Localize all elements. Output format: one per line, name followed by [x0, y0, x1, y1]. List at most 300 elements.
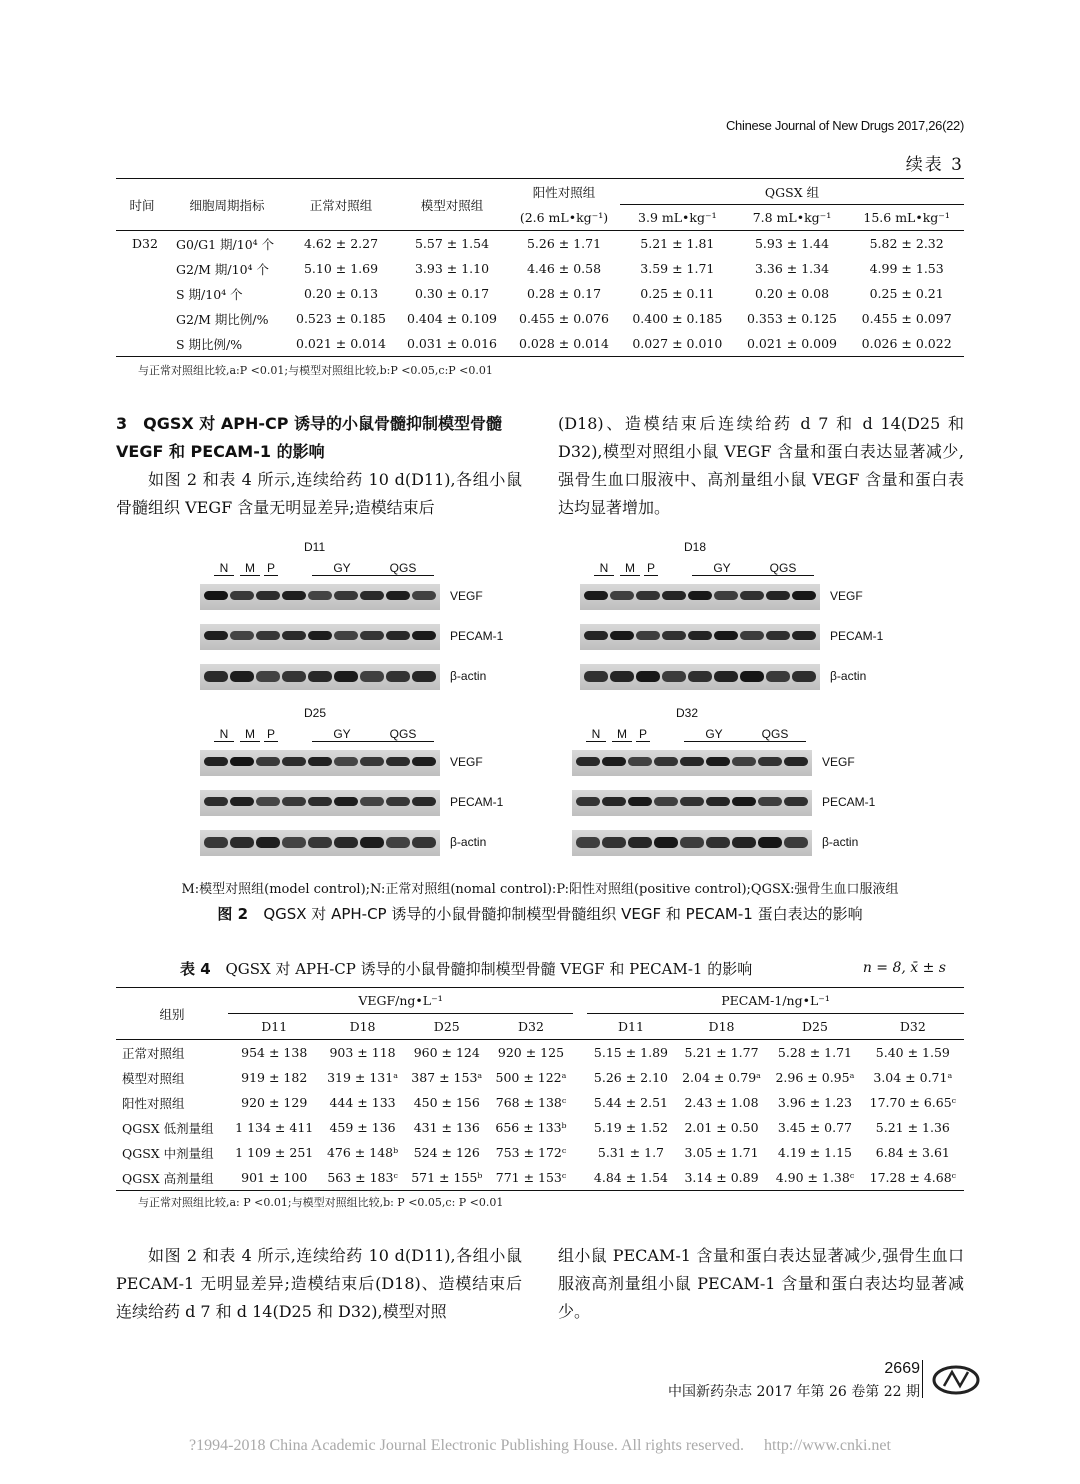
- cell-pecam: 5.19 ± 1.52: [593, 1120, 668, 1135]
- table-row: [116, 1140, 964, 1165]
- cell-vegf: 753 ± 172ᶜ: [495, 1145, 567, 1160]
- col-dose1: 3.9 mL•kg⁻¹: [638, 210, 717, 225]
- blot-band: [688, 591, 712, 600]
- blot-band: [204, 837, 228, 848]
- blot-band: [628, 797, 652, 806]
- blot-band: [654, 837, 678, 848]
- cell-vegf: 901 ± 100: [241, 1170, 308, 1185]
- blot-band: [360, 671, 384, 682]
- blot-band: [784, 797, 808, 806]
- table-3-note: 与正常对照组比较,a:P <0.01;与模型对照组比较,b:P <0.05,c:P <0.01: [138, 364, 493, 377]
- blot-band: [386, 757, 410, 766]
- figure-title: [0, 903, 1080, 924]
- figure-label: 图 2: [217, 905, 249, 923]
- blot-band: [282, 757, 306, 766]
- cell-value: 0.026 ± 0.022: [861, 336, 952, 351]
- col-time: 时间: [129, 197, 155, 213]
- blot-band: [602, 797, 626, 806]
- cell-value: 5.93 ± 1.44: [754, 236, 830, 251]
- blot-band: [784, 837, 808, 848]
- blot-lane-label: P: [264, 561, 278, 576]
- blot-band: [680, 837, 704, 848]
- cell-value: 0.021 ± 0.009: [746, 336, 837, 351]
- blot-strip: [200, 790, 440, 816]
- col-dose3: 15.6 mL•kg⁻¹: [863, 210, 950, 225]
- blot-marker-label: PECAM-1: [830, 629, 884, 643]
- col-index: 细胞周期指标: [189, 197, 265, 213]
- blot-band: [784, 757, 808, 766]
- table-row: [116, 1115, 964, 1140]
- cell-pecam: 2.43 ± 1.08: [684, 1095, 759, 1110]
- blot-band: [204, 757, 228, 766]
- blot-band: [412, 797, 436, 806]
- blot-band: [282, 591, 306, 600]
- cell-vegf: 563 ± 183ᶜ: [327, 1170, 398, 1185]
- blot-band: [334, 757, 358, 766]
- blot-band: [256, 757, 280, 766]
- blot-lane-label: N: [214, 727, 234, 742]
- blot-day-label: D32: [676, 706, 699, 720]
- blot-band: [256, 797, 280, 806]
- blot-band: [308, 837, 332, 848]
- cell-vegf: 920 ± 129: [241, 1095, 308, 1110]
- cell-pecam: 3.14 ± 0.89: [684, 1170, 759, 1185]
- cell-pecam: 17.28 ± 4.68ᶜ: [869, 1170, 957, 1185]
- blot-band: [282, 631, 306, 640]
- blot-band: [308, 631, 332, 640]
- col-positive: 阳性对照组: [532, 184, 596, 200]
- blot-band: [706, 837, 730, 848]
- blot-lane-label: GY: [684, 727, 744, 742]
- blot-lane-label: P: [636, 727, 650, 742]
- cell-time: [116, 256, 168, 281]
- blot-band: [662, 671, 686, 682]
- blot-band: [360, 757, 384, 766]
- cell-value: 0.031 ± 0.016: [407, 336, 497, 351]
- col-qgsx: QGSX 组: [620, 179, 964, 205]
- table-4-label: 表 4: [180, 960, 211, 978]
- blot-marker-label: VEGF: [822, 755, 855, 769]
- blot-lane-label: GY: [692, 561, 752, 576]
- blot-band: [680, 797, 704, 806]
- cell-value: 5.26 ± 1.71: [526, 236, 602, 251]
- blot-band: [758, 837, 782, 848]
- bottom-para-right: 组小鼠 PECAM-1 含量和蛋白表达显著减少,强骨生血口服液高剂量组小鼠 PECAM-1 含量和蛋白表达均显著减少。: [558, 1246, 964, 1321]
- cell-group: 模型对照组: [122, 1070, 185, 1086]
- cell-pecam: 17.70 ± 6.65ᶜ: [869, 1095, 957, 1110]
- blot-band: [230, 837, 254, 848]
- cell-vegf: 768 ± 138ᶜ: [495, 1095, 567, 1110]
- blot-band: [230, 671, 254, 682]
- blot-day-label: D25: [304, 706, 327, 720]
- cell-group: 阳性对照组: [122, 1095, 185, 1111]
- figure-caption: M:模型对照组(model control);N:正常对照组(nomal control):P:阳性对照组(positive control);QGSX:强骨生血口服液组: [181, 882, 899, 897]
- blot-lane-label: M: [240, 561, 260, 576]
- blot-lane-label: N: [586, 727, 606, 742]
- cell-vegf: 444 ± 133: [329, 1095, 396, 1110]
- blot-band: [360, 631, 384, 640]
- blot-panel: [572, 706, 902, 856]
- blot-lane-label: P: [264, 727, 278, 742]
- cell-pecam: 4.19 ± 1.15: [777, 1145, 852, 1160]
- blot-band: [766, 591, 790, 600]
- blot-marker-label: β-actin: [830, 669, 867, 683]
- blot-band: [654, 797, 678, 806]
- blot-strip: [572, 750, 812, 776]
- cell-time: D32: [132, 236, 158, 251]
- col-day: D25: [801, 1019, 828, 1034]
- cell-vegf: 1 109 ± 251: [235, 1145, 314, 1160]
- blot-panel: [580, 540, 910, 690]
- cell-value: 0.028 ± 0.014: [519, 336, 609, 351]
- cell-time: [116, 331, 168, 357]
- blot-band: [334, 837, 358, 848]
- blot-band: [386, 631, 410, 640]
- blot-marker-label: VEGF: [450, 755, 483, 769]
- blot-band: [740, 591, 764, 600]
- blot-lane-label: M: [240, 727, 260, 742]
- cell-vegf: 524 ± 126: [413, 1145, 480, 1160]
- blot-band: [308, 671, 332, 682]
- blot-band: [706, 757, 730, 766]
- blot-strip: [200, 584, 440, 610]
- cell-pecam: 5.15 ± 1.89: [593, 1045, 668, 1060]
- section-para-left: 如图 2 和表 4 所示,连续给药 10 d(D11),各组小鼠骨髓组织 VEGF 含量无明显差异;造模结束后: [116, 470, 522, 517]
- blot-band: [758, 797, 782, 806]
- blot-band: [740, 631, 764, 640]
- blot-band: [204, 797, 228, 806]
- blot-marker-label: VEGF: [830, 589, 863, 603]
- blot-band: [576, 797, 600, 806]
- cell-group: QGSX 中剂量组: [122, 1145, 214, 1161]
- cell-pecam: 3.05 ± 1.71: [684, 1145, 759, 1160]
- cell-pecam: 3.04 ± 0.71ᵃ: [873, 1070, 953, 1085]
- blot-day-label: D11: [304, 540, 326, 554]
- cell-value: 0.021 ± 0.014: [296, 336, 386, 351]
- blot-band: [230, 591, 254, 600]
- cell-time: [116, 281, 168, 306]
- section-heading: 3 QGSX 对 APH-CP 诱导的小鼠骨髓抑制模型骨髓 VEGF 和 PECAM-1 的影响: [116, 414, 503, 461]
- cell-vegf: 571 ± 155ᵇ: [411, 1170, 483, 1185]
- blot-band: [230, 631, 254, 640]
- blot-strip: [200, 624, 440, 650]
- col-day: D11: [261, 1019, 288, 1034]
- col-group: 组别: [159, 1006, 185, 1022]
- cell-value: 5.82 ± 2.32: [869, 236, 944, 251]
- blot-band: [204, 591, 228, 600]
- blot-band: [204, 631, 228, 640]
- blot-band: [386, 591, 410, 600]
- blot-band: [256, 671, 280, 682]
- blot-lane-label: QGS: [744, 727, 806, 742]
- blot-band: [636, 591, 660, 600]
- blot-band: [732, 757, 756, 766]
- blot-band: [230, 757, 254, 766]
- cell-vegf: 919 ± 182: [241, 1070, 308, 1085]
- blot-lane-label: QGS: [372, 727, 434, 742]
- cell-vegf: 903 ± 118: [329, 1045, 396, 1060]
- cell-index: S 期比例/%: [176, 336, 243, 352]
- cell-value: 0.400 ± 0.185: [632, 311, 723, 326]
- blot-marker-label: PECAM-1: [450, 629, 504, 643]
- cell-vegf: 656 ± 133ᵇ: [495, 1120, 567, 1135]
- blot-band: [412, 631, 436, 640]
- blot-band: [584, 591, 608, 600]
- blot-band: [256, 591, 280, 600]
- cell-pecam: 5.31 ± 1.7: [597, 1145, 665, 1160]
- cell-vegf: 450 ± 156: [413, 1095, 480, 1110]
- cell-value: 4.46 ± 0.58: [526, 261, 602, 276]
- journal-running-head: Chinese Journal of New Drugs 2017,26(22): [725, 118, 964, 133]
- blot-strip: [200, 750, 440, 776]
- blot-band: [360, 591, 384, 600]
- blot-strip: [572, 830, 812, 856]
- blot-band: [628, 757, 652, 766]
- col-pecam: PECAM-1/ng•L⁻¹: [587, 988, 964, 1014]
- table-row: [116, 256, 964, 281]
- table-3: [116, 178, 964, 357]
- blot-band: [230, 797, 254, 806]
- cell-value: 0.455 ± 0.076: [519, 311, 609, 326]
- blot-band: [256, 631, 280, 640]
- blot-band: [360, 797, 384, 806]
- blot-band: [334, 797, 358, 806]
- journal-logo: [930, 1364, 988, 1396]
- cell-value: 0.25 ± 0.21: [869, 286, 944, 301]
- blot-band: [576, 837, 600, 848]
- cell-vegf: 387 ± 153ᵃ: [411, 1070, 483, 1085]
- cell-vegf: 459 ± 136: [329, 1120, 396, 1135]
- table-row: [116, 1090, 964, 1115]
- blot-band: [334, 671, 358, 682]
- cell-value: 5.21 ± 1.81: [640, 236, 715, 251]
- blot-band: [308, 757, 332, 766]
- blot-lane-label: N: [214, 561, 234, 576]
- blot-band: [662, 631, 686, 640]
- cell-value: 3.93 ± 1.10: [414, 261, 490, 276]
- cell-value: 0.20 ± 0.08: [754, 286, 830, 301]
- blot-band: [204, 671, 228, 682]
- cell-vegf: 954 ± 138: [241, 1045, 308, 1060]
- blot-lane-label: GY: [312, 727, 372, 742]
- blot-lane-label: M: [620, 561, 640, 576]
- blot-band: [602, 757, 626, 766]
- blot-band: [282, 671, 306, 682]
- blot-band: [256, 837, 280, 848]
- cell-value: 0.25 ± 0.11: [640, 286, 715, 301]
- blot-band: [412, 757, 436, 766]
- table-row: [116, 331, 964, 357]
- cell-pecam: 5.26 ± 2.10: [593, 1070, 668, 1085]
- table-row: [116, 306, 964, 331]
- table-row: [116, 281, 964, 306]
- footer-journal: 中国新药杂志 2017 年第 26 卷第 22 期: [668, 1384, 920, 1400]
- col-model: 模型对照组: [420, 197, 484, 213]
- figure-title-text: QGSX 对 APH-CP 诱导的小鼠骨髓抑制模型骨髓组织 VEGF 和 PECAM-1 蛋白表达的影响: [263, 905, 863, 923]
- footer-divider: [922, 1360, 923, 1398]
- page-number: 2669: [884, 1360, 920, 1377]
- cell-index: G2/M 期比例/%: [176, 311, 269, 327]
- blot-band: [282, 797, 306, 806]
- blot-band: [680, 757, 704, 766]
- table-4-title: [180, 958, 752, 979]
- cell-value: 0.353 ± 0.125: [746, 311, 837, 326]
- table-row: [116, 1065, 964, 1090]
- blot-marker-label: β-actin: [450, 669, 487, 683]
- blot-lane-label: M: [612, 727, 632, 742]
- table-4-stat: n = 8, x̄ ± s: [862, 960, 946, 976]
- cell-value: 5.57 ± 1.54: [414, 236, 490, 251]
- blot-panel: [200, 706, 530, 856]
- blot-band: [360, 837, 384, 848]
- table-4: [116, 987, 964, 1191]
- blot-band: [732, 837, 756, 848]
- blot-band: [792, 671, 816, 682]
- col-day: D18: [708, 1019, 735, 1034]
- table-row: [116, 231, 964, 257]
- cell-pecam: 2.01 ± 0.50: [684, 1120, 759, 1135]
- col-vegf: VEGF/ng•L⁻¹: [228, 988, 573, 1014]
- blot-band: [282, 837, 306, 848]
- col-day: D32: [518, 1019, 544, 1034]
- blot-strip: [580, 584, 820, 610]
- table-row: [116, 1040, 964, 1066]
- cell-pecam: 5.44 ± 2.51: [593, 1095, 668, 1110]
- cell-value: 3.59 ± 1.71: [640, 261, 715, 276]
- cell-pecam: 6.84 ± 3.61: [875, 1145, 950, 1160]
- cell-pecam: 5.28 ± 1.71: [777, 1045, 852, 1060]
- cell-value: 0.404 ± 0.109: [407, 311, 497, 326]
- cell-pecam: 4.90 ± 1.38ᶜ: [775, 1170, 855, 1185]
- blot-band: [732, 797, 756, 806]
- blot-band: [688, 631, 712, 640]
- col-day: D11: [617, 1019, 644, 1034]
- cell-group: QGSX 低剂量组: [122, 1120, 214, 1136]
- table-4-note: 与正常对照组比较,a: P <0.01;与模型对照组比较,b: P <0.05,c: P <0.01: [138, 1196, 504, 1209]
- col-day: D18: [349, 1019, 376, 1034]
- blot-band: [706, 797, 730, 806]
- blot-strip: [200, 664, 440, 690]
- col-day: D32: [899, 1019, 926, 1034]
- col-normal: 正常对照组: [309, 197, 373, 213]
- cell-value: 0.30 ± 0.17: [414, 286, 490, 301]
- cell-vegf: 1 134 ± 411: [235, 1120, 314, 1135]
- blot-band: [386, 671, 410, 682]
- blot-strip: [580, 664, 820, 690]
- blot-band: [766, 671, 790, 682]
- blot-band: [602, 837, 626, 848]
- cell-pecam: 4.84 ± 1.54: [593, 1170, 668, 1185]
- table-continued-label: 续表 3: [905, 155, 964, 175]
- blot-marker-label: PECAM-1: [822, 795, 876, 809]
- cell-pecam: 5.21 ± 1.77: [684, 1045, 759, 1060]
- blot-lane-label: GY: [312, 561, 372, 576]
- blot-band: [636, 671, 660, 682]
- cell-pecam: 3.45 ± 0.77: [777, 1120, 852, 1135]
- cell-value: 0.523 ± 0.185: [296, 311, 386, 326]
- blot-strip: [580, 624, 820, 650]
- cell-group: QGSX 高剂量组: [122, 1170, 214, 1186]
- cell-time: [116, 306, 168, 331]
- cell-value: 3.36 ± 1.34: [754, 261, 830, 276]
- blot-strip: [572, 790, 812, 816]
- cell-index: S 期/10⁴ 个: [176, 286, 243, 302]
- blot-day-label: D18: [684, 540, 707, 554]
- cell-pecam: 2.04 ± 0.79ᵃ: [682, 1070, 761, 1085]
- blot-band: [412, 837, 436, 848]
- copyright-watermark: ?1994-2018 China Academic Journal Electronic Publishing House. All rights reserved. http://www.cnki.net: [189, 1437, 891, 1454]
- cell-vegf: 476 ± 148ᵇ: [326, 1145, 399, 1160]
- blot-band: [584, 631, 608, 640]
- col-positive-dose: (2.6 mL•kg⁻¹): [519, 209, 609, 225]
- cell-value: 4.99 ± 1.53: [869, 261, 944, 276]
- cell-vegf: 920 ± 125: [497, 1045, 565, 1060]
- blot-band: [654, 757, 678, 766]
- blot-marker-label: VEGF: [450, 589, 483, 603]
- blot-band: [386, 797, 410, 806]
- cell-vegf: 431 ± 136: [413, 1120, 480, 1135]
- cell-value: 4.62 ± 2.27: [303, 236, 379, 251]
- cell-group: 正常对照组: [122, 1045, 185, 1061]
- cell-vegf: 771 ± 153ᶜ: [495, 1170, 567, 1185]
- blot-band: [688, 671, 712, 682]
- table-4-title-text: QGSX 对 APH-CP 诱导的小鼠骨髓抑制模型骨髓 VEGF 和 PECAM-1 的影响: [225, 960, 753, 978]
- section-para-right: (D18)、造模结束后连续给药 d 7 和 d 14(D25 和 D32),模型对照组小鼠 VEGF 含量和蛋白表达显著减少,强骨生血口服液中、高剂量组小鼠 VEGF 含量和蛋白表达均显著增加。: [558, 414, 964, 517]
- blot-band: [576, 757, 600, 766]
- blot-band: [758, 757, 782, 766]
- blot-band: [610, 591, 634, 600]
- cell-pecam: 2.96 ± 0.95ᵃ: [775, 1070, 855, 1085]
- cell-pecam: 5.40 ± 1.59: [875, 1045, 950, 1060]
- blot-band: [308, 797, 332, 806]
- blot-band: [714, 671, 738, 682]
- cell-vegf: 319 ± 131ᵃ: [327, 1070, 399, 1085]
- blot-band: [714, 631, 738, 640]
- cell-pecam: 3.96 ± 1.23: [777, 1095, 852, 1110]
- blot-marker-label: PECAM-1: [450, 795, 504, 809]
- blot-band: [610, 631, 634, 640]
- blot-band: [628, 837, 652, 848]
- cell-value: 0.027 ± 0.010: [632, 336, 723, 351]
- cell-pecam: 5.21 ± 1.36: [875, 1120, 950, 1135]
- blot-band: [386, 837, 410, 848]
- blot-band: [334, 631, 358, 640]
- blot-lane-label: P: [644, 561, 658, 576]
- blot-band: [412, 591, 436, 600]
- cell-index: G2/M 期/10⁴ 个: [176, 261, 270, 277]
- blot-band: [740, 671, 764, 682]
- blot-lane-label: N: [594, 561, 614, 576]
- blot-panel: [200, 540, 530, 690]
- cell-value: 0.28 ± 0.17: [526, 286, 602, 301]
- cell-vegf: 500 ± 122ᵃ: [495, 1070, 567, 1085]
- blot-marker-label: β-actin: [450, 835, 487, 849]
- cell-value: 0.20 ± 0.13: [303, 286, 379, 301]
- cell-value: 0.455 ± 0.097: [861, 311, 952, 326]
- bottom-para-left: 如图 2 和表 4 所示,连续给药 10 d(D11),各组小鼠 PECAM-1 无明显差异;造模结束后(D18)、造模结束后连续给药 d 7 和 d 14(D25 和 D32),模型对照: [116, 1246, 522, 1321]
- blot-band: [610, 671, 634, 682]
- blot-lane-label: QGS: [752, 561, 814, 576]
- blot-band: [584, 671, 608, 682]
- blot-strip: [200, 830, 440, 856]
- cell-index: G0/G1 期/10⁴ 个: [176, 236, 275, 252]
- blot-band: [766, 631, 790, 640]
- cell-vegf: 960 ± 124: [413, 1045, 480, 1060]
- blot-band: [308, 591, 332, 600]
- col-day: D25: [433, 1019, 460, 1034]
- blot-band: [412, 671, 436, 682]
- col-dose2: 7.8 mL•kg⁻¹: [752, 210, 832, 225]
